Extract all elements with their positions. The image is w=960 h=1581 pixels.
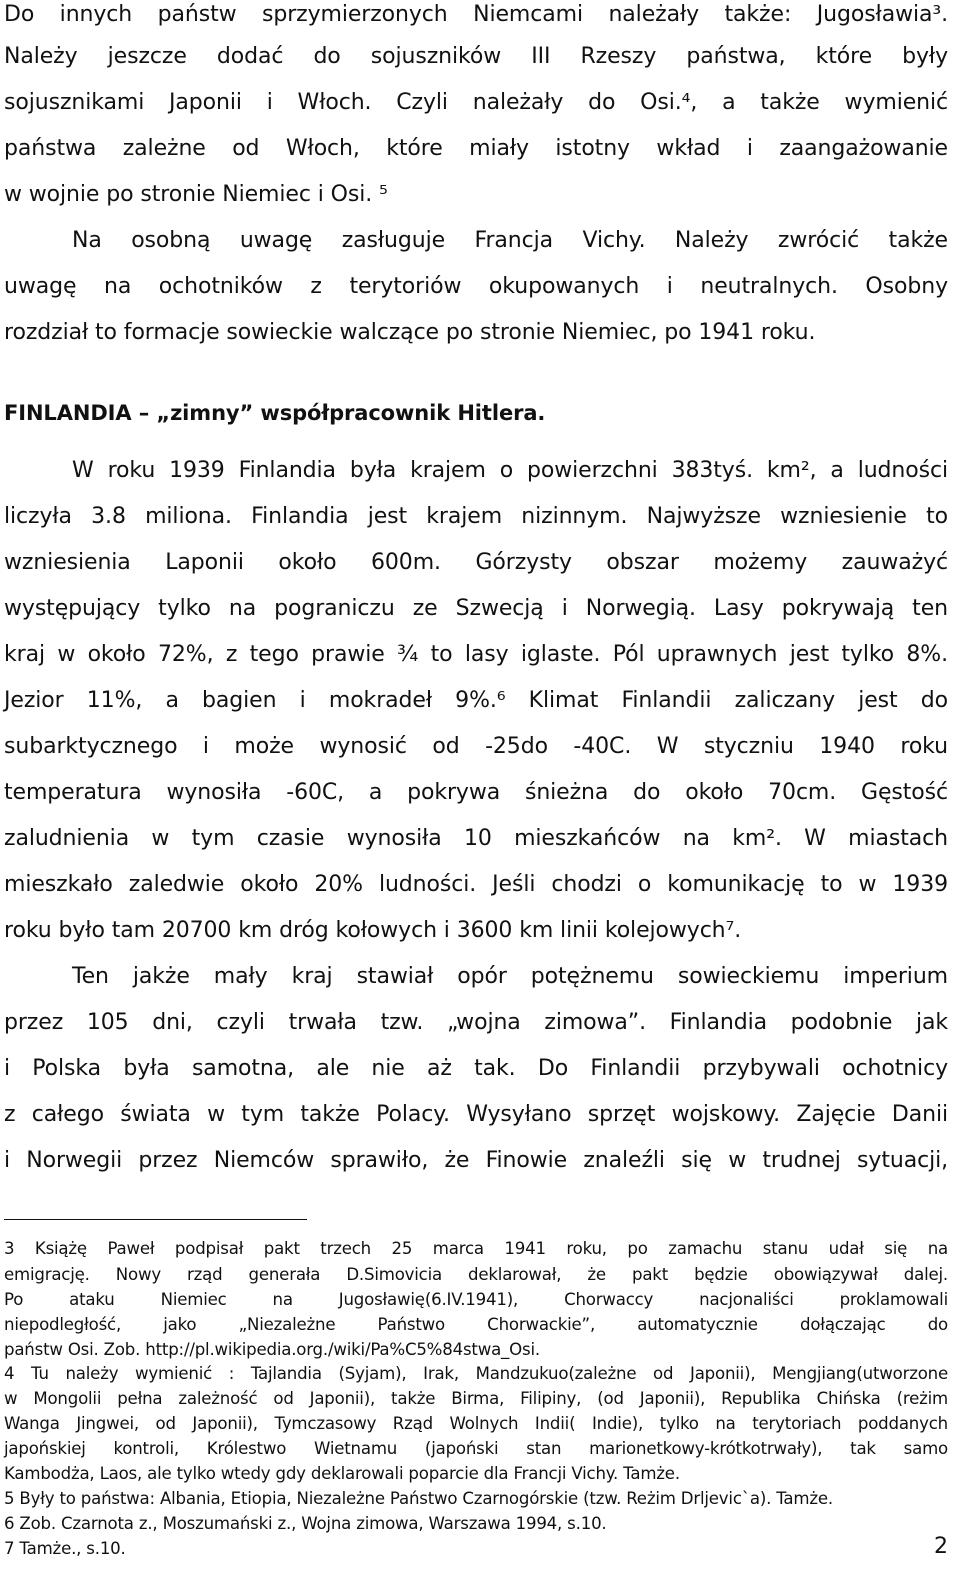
body-line: Należy jeszcze dodać do sojuszników III Rzeszy państwa, które były (4, 44, 948, 69)
footnote-line: Kambodża, Laos, ale tylko wtedy gdy deklarowali poparcie dla Francji Vichy. Tamże. (4, 1464, 680, 1483)
body-line: rozdział to formacje sowieckie walczące po stronie Niemiec, po 1941 roku. (4, 320, 816, 345)
section-line: z całego świata w tym także Polacy. Wysyłano sprzęt wojskowy. Zajęcie Danii (4, 1102, 948, 1127)
section-line: przez 105 dni, czyli trwała tzw. „wojna zimowa”. Finlandia podobnie jak (4, 1010, 948, 1035)
section-line: i Polska była samotna, ale nie aż tak. Do Finlandii przybywali ochotnicy (4, 1056, 948, 1081)
section-line: mieszkało zaledwie około 20% ludności. Jeśli chodzi o komunikację to w 1939 (4, 872, 948, 897)
footnote-line: 3 Książę Paweł podpisał pakt trzech 25 marca 1941 roku, po zamachu stanu udał się na (4, 1239, 948, 1258)
body-line: państwa zależne od Włoch, które miały istotny wkład i zaangażowanie (4, 136, 948, 161)
footnote-line: 5 Były to państwa: Albania, Etiopia, Niezależne Państwo Czarnogórskie (tzw. Reżim Drljevic`a). Tamże. (4, 1489, 833, 1508)
body-line: Na osobną uwagę zasługuje Francja Vichy. Należy zwrócić także (72, 228, 948, 253)
section-line: roku było tam 20700 km dróg kołowych i 3600 km linii kolejowych⁷. (4, 918, 742, 943)
body-line: uwagę na ochotników z terytoriów okupowanych i neutralnych. Osobny (4, 274, 948, 299)
body-line: sojusznikami Japonii i Włoch. Czyli należały do Osi.⁴, a także wymienić (4, 90, 948, 115)
section-line: zaludnienia w tym czasie wynosiła 10 mieszkańców na km². W miastach (4, 826, 948, 851)
footnote-line: emigrację. Nowy rząd generała D.Simovicia deklarował, że pakt będzie obowiązywał dalej. (4, 1265, 948, 1284)
section-line: występujący tylko na pograniczu ze Szwecją i Norwegią. Lasy pokrywają ten (4, 596, 948, 621)
footnote-line: Po ataku Niemiec na Jugosławię(6.IV.1941), Chorwaccy nacjonaliści proklamowali (4, 1290, 948, 1309)
body-line: Do innych państw sprzymierzonych Niemcami należały także: Jugosławia³. (4, 2, 948, 27)
footnote-line: niepodległość, jako „Niezależne Państwo Chorwackie”, automatycznie dołączając do (4, 1315, 948, 1334)
section-line: wzniesienia Laponii około 600m. Górzysty obszar możemy zauważyć (4, 550, 948, 575)
footnote-line: 6 Zob. Czarnota z., Moszumański z., Wojna zimowa, Warszawa 1994, s.10. (4, 1514, 607, 1533)
page-number: 2 (934, 1534, 948, 1559)
body-line: w wojnie po stronie Niemiec i Osi. ⁵ (4, 182, 388, 207)
section-line: i Norwegii przez Niemców sprawiło, że Finowie znaleźli się w trudnej sytuacji, (4, 1148, 948, 1173)
section-line: Jezior 11%, a bagien i mokradeł 9%.⁶ Klimat Finlandii zaliczany jest do (4, 688, 948, 713)
section-line: W roku 1939 Finlandia była krajem o powierzchni 383tyś. km², a ludności (72, 458, 948, 483)
footnote-line: Wanga Jingwei, od Japonii), Tymczasowy Rząd Wolnych Indii( Indie), tylko na terytoriach poddanych (4, 1414, 948, 1433)
footnote-line: w Mongolii pełna zależność od Japonii), także Birma, Filipiny, (od Japonii), Republika Chińska (reżim (4, 1389, 948, 1408)
section-line: Ten jakże mały kraj stawiał opór potężnemu sowieckiemu imperium (72, 964, 948, 989)
section-line: liczyła 3.8 miliona. Finlandia jest krajem nizinnym. Najwyższe wzniesienie to (4, 504, 948, 529)
footnote-line: państw Osi. Zob. http://pl.wikipedia.org./wiki/Pa%C5%84stwa_Osi. (4, 1340, 540, 1359)
section-line: temperatura wynosiła -60C, a pokrywa śnieżna do około 70cm. Gęstość (4, 780, 948, 805)
footnote-line: 7 Tamże., s.10. (4, 1539, 126, 1558)
section-line: kraj w około 72%, z tego prawie ¾ to lasy iglaste. Pól uprawnych jest tylko 8%. (4, 642, 948, 667)
footnote-separator (4, 1219, 307, 1220)
footnote-line: japońskiej kontroli, Królestwo Wietnamu (japoński stan marionetkowy-krótkotrwały), tak samo (4, 1439, 948, 1458)
footnote-line: 4 Tu należy wymienić : Tajlandia (Syjam), Irak, Mandzukuo(zależne od Japonii), Mengjiang(utworzone (4, 1364, 948, 1383)
section-line: subarktycznego i może wynosić od -25do -40C. W styczniu 1940 roku (4, 734, 948, 759)
section-heading: FINLANDIA – „zimny” współpracownik Hitlera. (4, 401, 546, 425)
